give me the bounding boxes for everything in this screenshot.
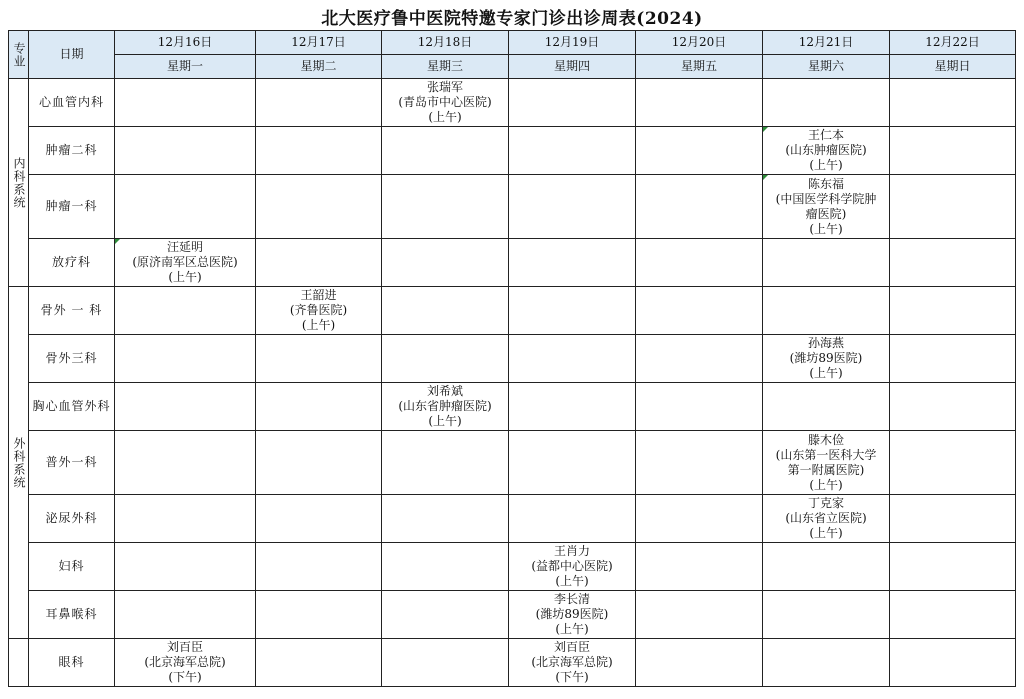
schedule-cell-empty (763, 591, 890, 639)
schedule-cell-filled (115, 639, 256, 687)
schedule-cell-empty (256, 383, 382, 431)
schedule-cell-filled (382, 79, 509, 127)
schedule-cell-empty (890, 431, 1016, 495)
hospital-name: (益都中心医院) (531, 559, 613, 573)
date-header-row (9, 31, 1016, 55)
schedule-cell-empty (256, 239, 382, 287)
schedule-cell-empty (636, 431, 763, 495)
schedule-cell-empty (636, 335, 763, 383)
weekday-cell: 星期二 (256, 55, 382, 79)
hospital-name: (山东省立医院) (785, 511, 867, 525)
schedule-cell-empty (890, 175, 1016, 239)
schedule-cell-empty (763, 639, 890, 687)
schedule-cell-empty (636, 127, 763, 175)
schedule-table (8, 30, 1016, 687)
doctor-name: 李长清 (553, 592, 590, 606)
schedule-cell-empty (382, 175, 509, 239)
schedule-cell-filled (115, 239, 256, 287)
schedule-cell-empty (115, 543, 256, 591)
schedule-cell-empty (382, 335, 509, 383)
schedule-cell-filled (509, 543, 636, 591)
schedule-cell-empty (763, 543, 890, 591)
schedule-cell-empty (115, 431, 256, 495)
schedule-cell-empty (115, 335, 256, 383)
date-cell: 12月16日 (115, 31, 256, 55)
schedule-cell-empty (763, 287, 890, 335)
hospital-name: (中国医学科学院肿 (775, 191, 877, 206)
schedule-cell-empty (256, 175, 382, 239)
department-cell: 普外一科 (29, 431, 115, 495)
schedule-cell-empty (509, 127, 636, 175)
table-row (9, 591, 1016, 639)
schedule-cell-empty (509, 335, 636, 383)
schedule-cell-empty (890, 639, 1016, 687)
hospital-name: (山东第一医科大学 (775, 447, 877, 462)
schedule-cell-filled (763, 495, 890, 543)
department-cell: 耳鼻喉科 (29, 591, 115, 639)
group-cell (9, 639, 29, 687)
schedule-cell-empty (509, 175, 636, 239)
schedule-body (9, 79, 1016, 687)
hospital-name: (原济南军区总医院) (132, 255, 238, 269)
schedule-cell-empty (382, 591, 509, 639)
table-row (9, 175, 1016, 239)
doctor-name: 汪延明 (166, 240, 203, 254)
department-cell: 胸心血管外科 (29, 383, 115, 431)
schedule-cell-empty (890, 239, 1016, 287)
schedule-cell-empty (256, 591, 382, 639)
department-cell: 泌尿外科 (29, 495, 115, 543)
weekday-cell: 星期一 (115, 55, 256, 79)
weekday-header-row (9, 55, 1016, 79)
session-time: (上午) (809, 526, 843, 540)
hospital-name: (潍坊89医院) (535, 607, 609, 621)
schedule-cell-empty (636, 495, 763, 543)
table-row (9, 495, 1016, 543)
group-cell (9, 79, 29, 287)
date-cell: 12月17日 (256, 31, 382, 55)
schedule-cell-empty (256, 543, 382, 591)
session-time: (上午) (809, 221, 843, 236)
schedule-cell-empty (382, 239, 509, 287)
session-time: (上午) (809, 158, 843, 172)
schedule-cell-empty (509, 287, 636, 335)
date-cell: 12月18日 (382, 31, 509, 55)
table-row (9, 127, 1016, 175)
department-cell: 心血管内科 (29, 79, 115, 127)
session-time: (上午) (555, 574, 589, 588)
hospital-name: 瘤医院) (805, 206, 847, 221)
schedule-cell-empty (890, 383, 1016, 431)
date-cell: 12月21日 (763, 31, 890, 55)
weekday-cell: 星期日 (890, 55, 1016, 79)
session-time: (上午) (168, 270, 202, 284)
schedule-cell-empty (890, 543, 1016, 591)
doctor-name: 刘百臣 (166, 640, 203, 654)
department-cell: 眼科 (29, 639, 115, 687)
group-cell (9, 287, 29, 639)
doctor-name: 丁克家 (807, 496, 844, 510)
department-cell: 骨外 一 科 (29, 287, 115, 335)
date-cell: 12月22日 (890, 31, 1016, 55)
doctor-name: 刘百臣 (553, 640, 590, 654)
schedule-cell-filled (763, 335, 890, 383)
group-label: 内科系统 (12, 156, 26, 209)
session-time: (下午) (555, 670, 589, 684)
schedule-cell-empty (256, 335, 382, 383)
schedule-cell-empty (763, 79, 890, 127)
table-row (9, 639, 1016, 687)
schedule-cell-empty (636, 639, 763, 687)
schedule-cell-empty (382, 543, 509, 591)
hospital-name: (山东省肿瘤医院) (398, 399, 492, 413)
schedule-cell-empty (636, 79, 763, 127)
hospital-name: (北京海军总院) (531, 655, 613, 669)
schedule-cell-filled (509, 591, 636, 639)
schedule-cell-empty (509, 431, 636, 495)
hospital-name: 第一附属医院) (787, 462, 865, 477)
schedule-cell-empty (636, 543, 763, 591)
schedule-cell-empty (382, 431, 509, 495)
department-cell: 骨外三科 (29, 335, 115, 383)
schedule-cell-empty (636, 175, 763, 239)
department-cell: 放疗科 (29, 239, 115, 287)
weekday-cell: 星期四 (509, 55, 636, 79)
table-row (9, 335, 1016, 383)
schedule-cell-empty (256, 79, 382, 127)
weekday-cell: 星期三 (382, 55, 509, 79)
schedule-cell-empty (509, 383, 636, 431)
specialty-header: 专业 (9, 31, 29, 79)
schedule-cell-empty (382, 127, 509, 175)
schedule-cell-empty (256, 431, 382, 495)
schedule-cell-empty (890, 591, 1016, 639)
schedule-cell-filled (509, 639, 636, 687)
weekday-cell: 星期六 (763, 55, 890, 79)
doctor-name: 张瑞军 (426, 80, 463, 94)
table-row (9, 543, 1016, 591)
session-time: (上午) (428, 110, 462, 124)
schedule-cell-empty (115, 591, 256, 639)
doctor-name: 陈东福 (807, 176, 844, 191)
schedule-cell-filled (256, 287, 382, 335)
schedule-cell-empty (382, 639, 509, 687)
hospital-name: (齐鲁医院) (289, 303, 348, 317)
session-time: (上午) (301, 318, 336, 332)
schedule-cell-empty (509, 239, 636, 287)
session-time: (上午) (555, 622, 589, 636)
schedule-cell-empty (636, 591, 763, 639)
table-row (9, 383, 1016, 431)
doctor-name: 王仁本 (807, 128, 844, 142)
doctor-name: 滕木俭 (807, 432, 844, 447)
schedule-cell-empty (115, 383, 256, 431)
doctor-name: 孙海燕 (807, 336, 844, 350)
schedule-cell-empty (636, 383, 763, 431)
weekday-cell: 星期五 (636, 55, 763, 79)
department-cell: 肿瘤二科 (29, 127, 115, 175)
schedule-cell-empty (382, 495, 509, 543)
date-header: 日期 (29, 31, 115, 79)
schedule-cell-empty (115, 495, 256, 543)
schedule-cell-empty (256, 127, 382, 175)
session-time: (下午) (168, 670, 202, 684)
schedule-cell-empty (509, 495, 636, 543)
schedule-cell-empty (115, 175, 256, 239)
schedule-cell-filled (763, 127, 890, 175)
doctor-name: 刘希斌 (426, 384, 463, 398)
schedule-cell-empty (115, 79, 256, 127)
schedule-cell-empty (636, 239, 763, 287)
hospital-name: (青岛市中心医院) (398, 95, 492, 109)
table-row (9, 239, 1016, 287)
schedule-cell-empty (890, 79, 1016, 127)
department-cell: 肿瘤一科 (29, 175, 115, 239)
schedule-cell-empty (763, 383, 890, 431)
date-cell: 12月20日 (636, 31, 763, 55)
schedule-cell-filled (763, 431, 890, 495)
schedule-cell-empty (890, 127, 1016, 175)
doctor-name: 王肖力 (553, 544, 590, 558)
schedule-cell-filled (382, 383, 509, 431)
department-cell: 妇科 (29, 543, 115, 591)
hospital-name: (北京海军总院) (144, 655, 226, 669)
schedule-cell-empty (890, 335, 1016, 383)
schedule-cell-empty (763, 239, 890, 287)
schedule-cell-empty (256, 639, 382, 687)
page-title: 北大医疗鲁中医院特邀专家门诊出诊周表(2024) (321, 9, 703, 29)
table-row (9, 79, 1016, 127)
hospital-name: (山东肿瘤医院) (785, 143, 867, 157)
table-row (9, 287, 1016, 335)
schedule-cell-empty (115, 127, 256, 175)
schedule-cell-empty (115, 287, 256, 335)
schedule-cell-empty (636, 287, 763, 335)
schedule-cell-empty (382, 287, 509, 335)
schedule-cell-filled (763, 175, 890, 239)
schedule-cell-empty (890, 287, 1016, 335)
session-time: (上午) (428, 414, 462, 428)
schedule-cell-empty (890, 495, 1016, 543)
schedule-cell-empty (256, 495, 382, 543)
table-row (9, 431, 1016, 495)
date-cell: 12月19日 (509, 31, 636, 55)
doctor-name: 王韶进 (300, 288, 337, 302)
session-time: (上午) (809, 366, 843, 380)
schedule-cell-empty (509, 79, 636, 127)
group-label: 外科系统 (12, 436, 26, 489)
hospital-name: (潍坊89医院) (789, 351, 863, 365)
session-time: (上午) (809, 477, 843, 492)
